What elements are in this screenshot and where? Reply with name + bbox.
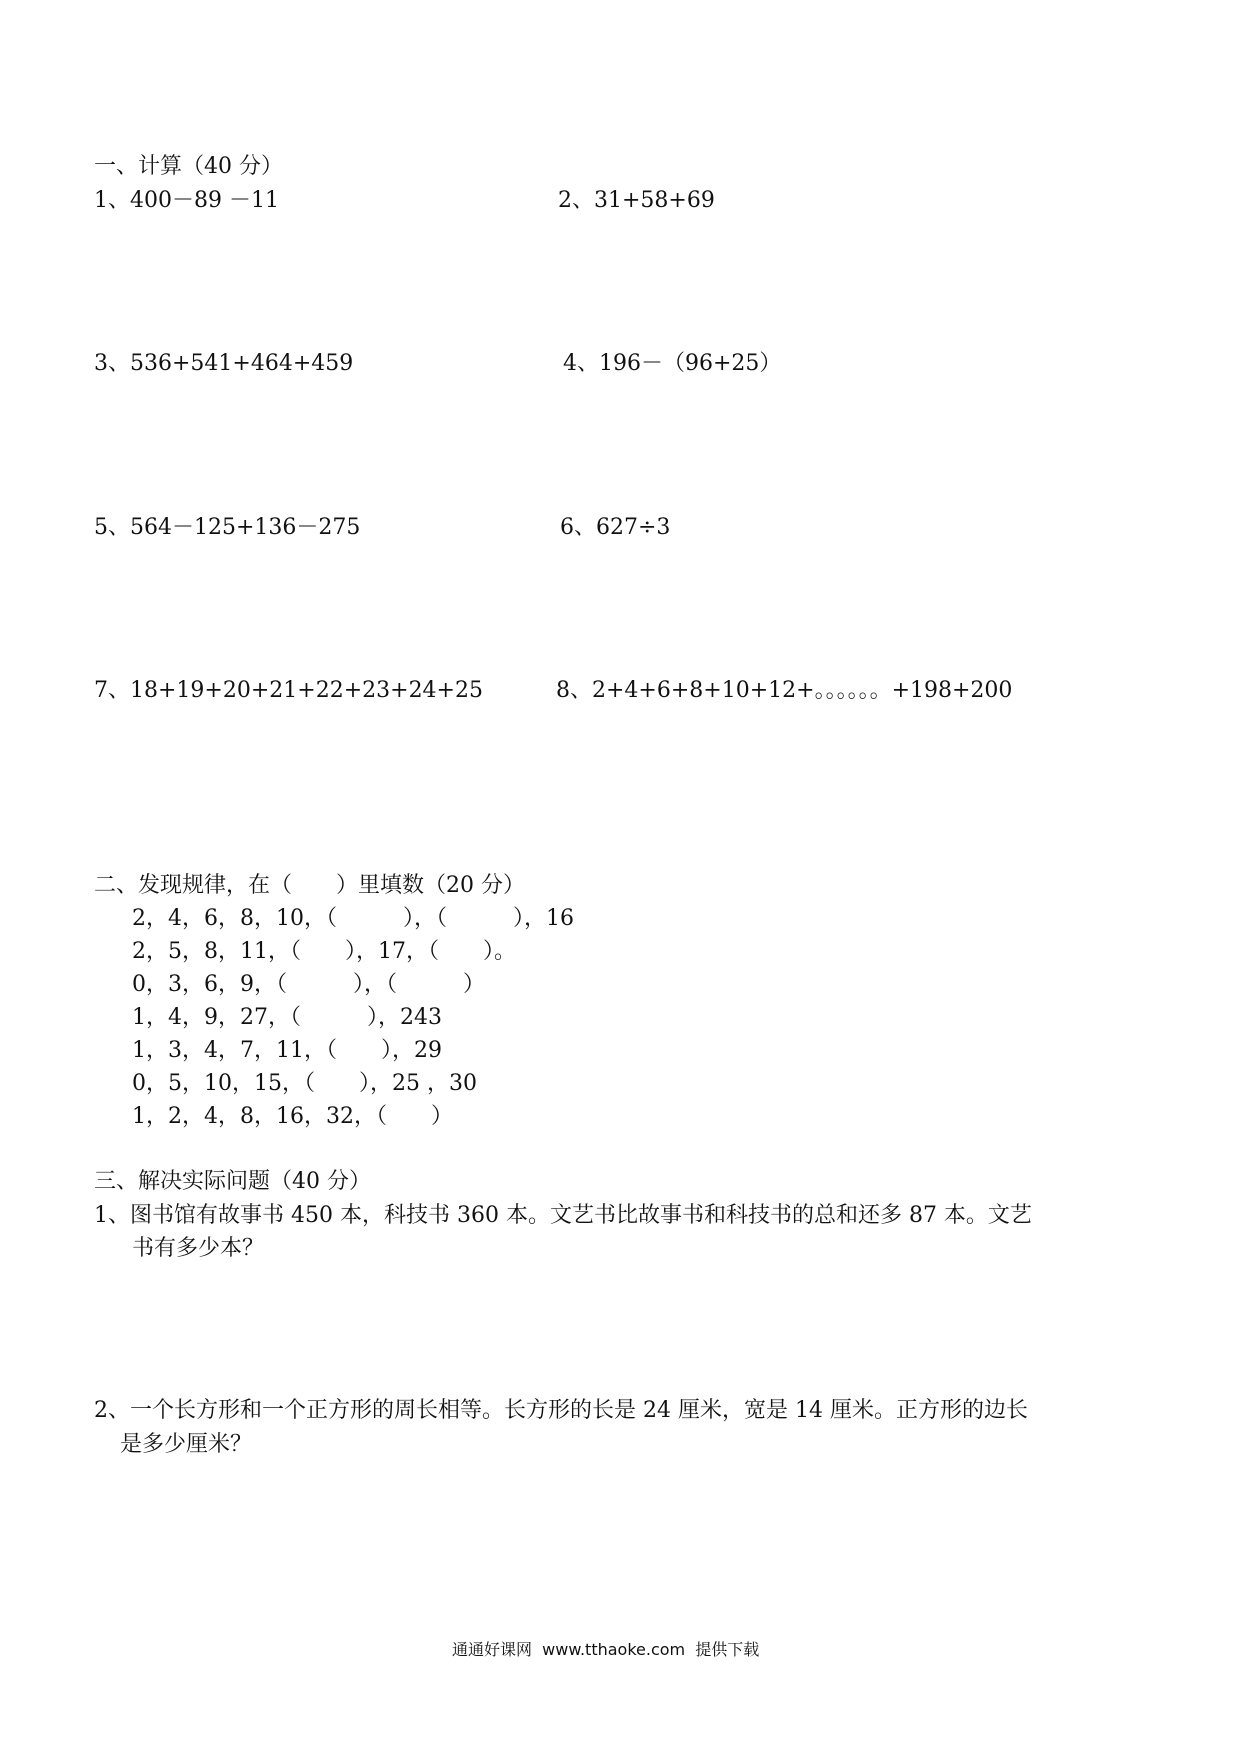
calc-item-2: 2、31+58+69 <box>558 188 715 213</box>
calc-item-4: 4、196－（96+25） <box>563 351 782 376</box>
problem-1-line-2: 书有多少本？ <box>132 1236 265 1261</box>
problem-2-line-1: 2、一个长方形和一个正方形的周长相等。长方形的长是 24 厘米，宽是 14 厘米。正方形的边长 <box>94 1398 1028 1423</box>
pattern-row-3: 0，3，6，9，（ ），（ ） <box>132 972 485 997</box>
pattern-row-2: 2，5，8，11，（ ），17，（ ）。 <box>132 939 516 964</box>
pattern-row-4: 1，4，9，27，（ ），243 <box>132 1005 442 1030</box>
calc-item-7: 7、18+19+20+21+22+23+24+25 <box>94 678 483 703</box>
calc-item-3: 3、536+541+464+459 <box>94 351 354 376</box>
section2-heading: 二、发现规律，在（ ）里填数（20 分） <box>94 873 525 898</box>
calc-item-5: 5、564－125+136－275 <box>94 515 361 540</box>
section3-heading: 三、解决实际问题（40 分） <box>94 1169 371 1194</box>
footer-source: 通通好课网 www.tthaoke.com 提供下载 <box>452 1640 760 1659</box>
pattern-row-1: 2，4，6，8，10，（ ），（ ），16 <box>132 906 574 931</box>
calc-item-1: 1、400－89 －11 <box>94 188 279 213</box>
problem-1-line-1: 1、图书馆有故事书 450 本，科技书 360 本。文艺书比故事书和科技书的总和还多 87 本。文艺 <box>94 1203 1032 1228</box>
pattern-row-5: 1，3，4，7，11，（ ），29 <box>132 1038 442 1063</box>
pattern-row-6: 0，5，10，15，（ ），25 ，30 <box>132 1071 477 1096</box>
problem-2-line-2: 是多少厘米？ <box>120 1432 253 1457</box>
section1-heading: 一、计算（40 分） <box>94 154 283 179</box>
calc-item-8: 8、2+4+6+8+10+12+。。。。。。+198+200 <box>556 678 1013 703</box>
calc-item-6: 6、627÷3 <box>560 515 671 540</box>
pattern-row-7: 1，2，4，8，16，32，（ ） <box>132 1104 453 1129</box>
